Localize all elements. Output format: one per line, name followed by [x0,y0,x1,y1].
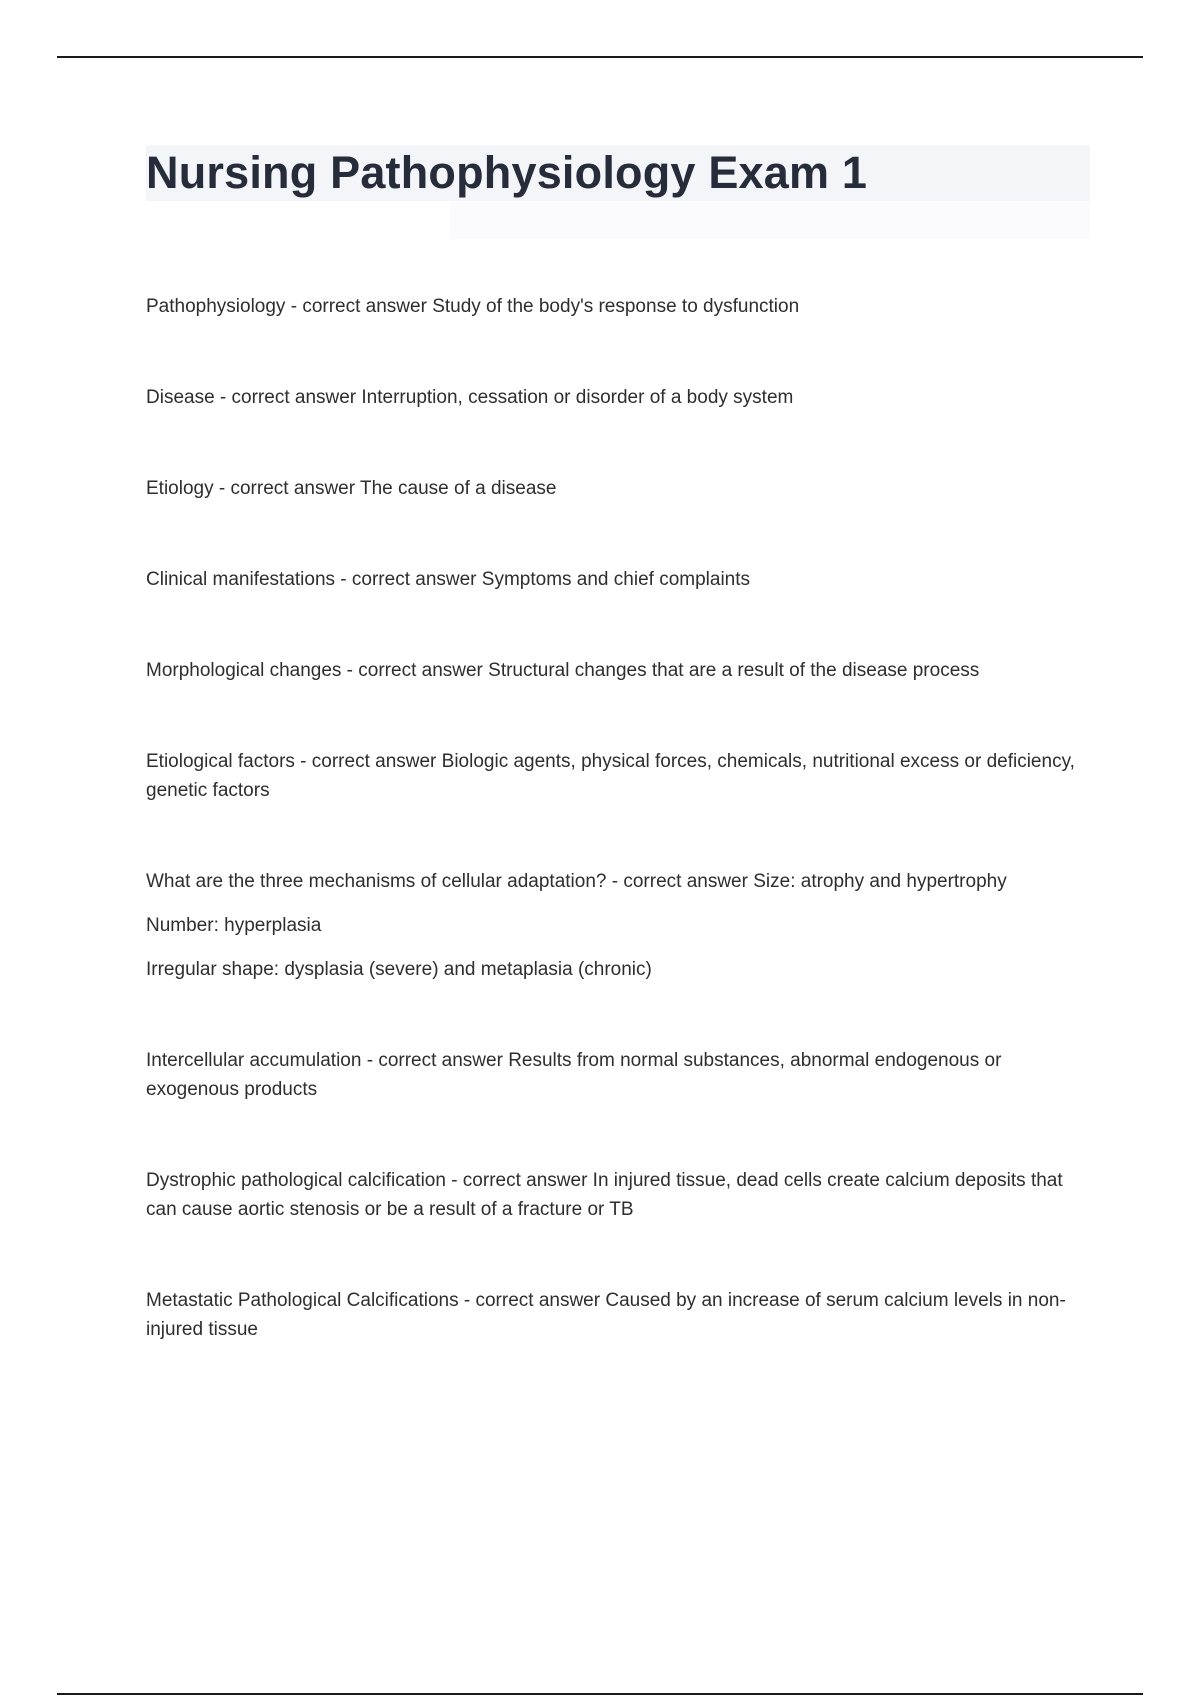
qa-entry-text: Pathophysiology - correct answer Study of the body's response to dysfunction [146,296,800,317]
title-highlight-band-tail [450,201,1090,239]
qa-entry-text: Dystrophic pathological calcification - correct answer In injured tissue, dead cells create calcium deposits that can cause aortic stenosis or be a result of a fracture or TB [146,1170,1063,1220]
qa-list [146,292,1090,1406]
qa-entry [146,1286,1090,1344]
qa-entry-text: Intercellular accumulation - correct answer Results from normal substances, abnormal endogenous or exogenous products [146,1050,1002,1100]
qa-entry-text: Etiological factors - correct answer Biologic agents, physical forces, chemicals, nutritional excess or deficiency, genetic factors [146,751,1075,801]
qa-entry-text-continued: Number: hyperplasia [146,915,322,936]
qa-entry [146,656,1090,685]
qa-entry [146,867,1090,984]
qa-entry [146,474,1090,503]
qa-entry [146,1166,1090,1224]
qa-entry-text: Morphological changes - correct answer Structural changes that are a result of the disease process [146,660,980,681]
bottom-page-rule [57,1693,1143,1695]
qa-entry-text: What are the three mechanisms of cellular adaptation? - correct answer Size: atrophy and hypertrophy [146,871,1007,892]
qa-entry-text: Clinical manifestations - correct answer Symptoms and chief complaints [146,569,751,590]
qa-entry [146,565,1090,594]
document-title: Nursing Pathophysiology Exam 1 [146,147,868,198]
qa-entry-text: Metastatic Pathological Calcifications - correct answer Caused by an increase of serum calcium levels in non-injured tissue [146,1290,1066,1340]
qa-entry [146,747,1090,805]
qa-entry [146,383,1090,412]
qa-entry-text: Disease - correct answer Interruption, cessation or disorder of a body system [146,387,794,408]
qa-entry [146,1046,1090,1104]
qa-entry-text: Etiology - correct answer The cause of a disease [146,478,557,499]
top-page-rule [57,56,1143,58]
qa-entry [146,292,1090,321]
qa-entry-text-continued: Irregular shape: dysplasia (severe) and metaplasia (chronic) [146,959,652,980]
